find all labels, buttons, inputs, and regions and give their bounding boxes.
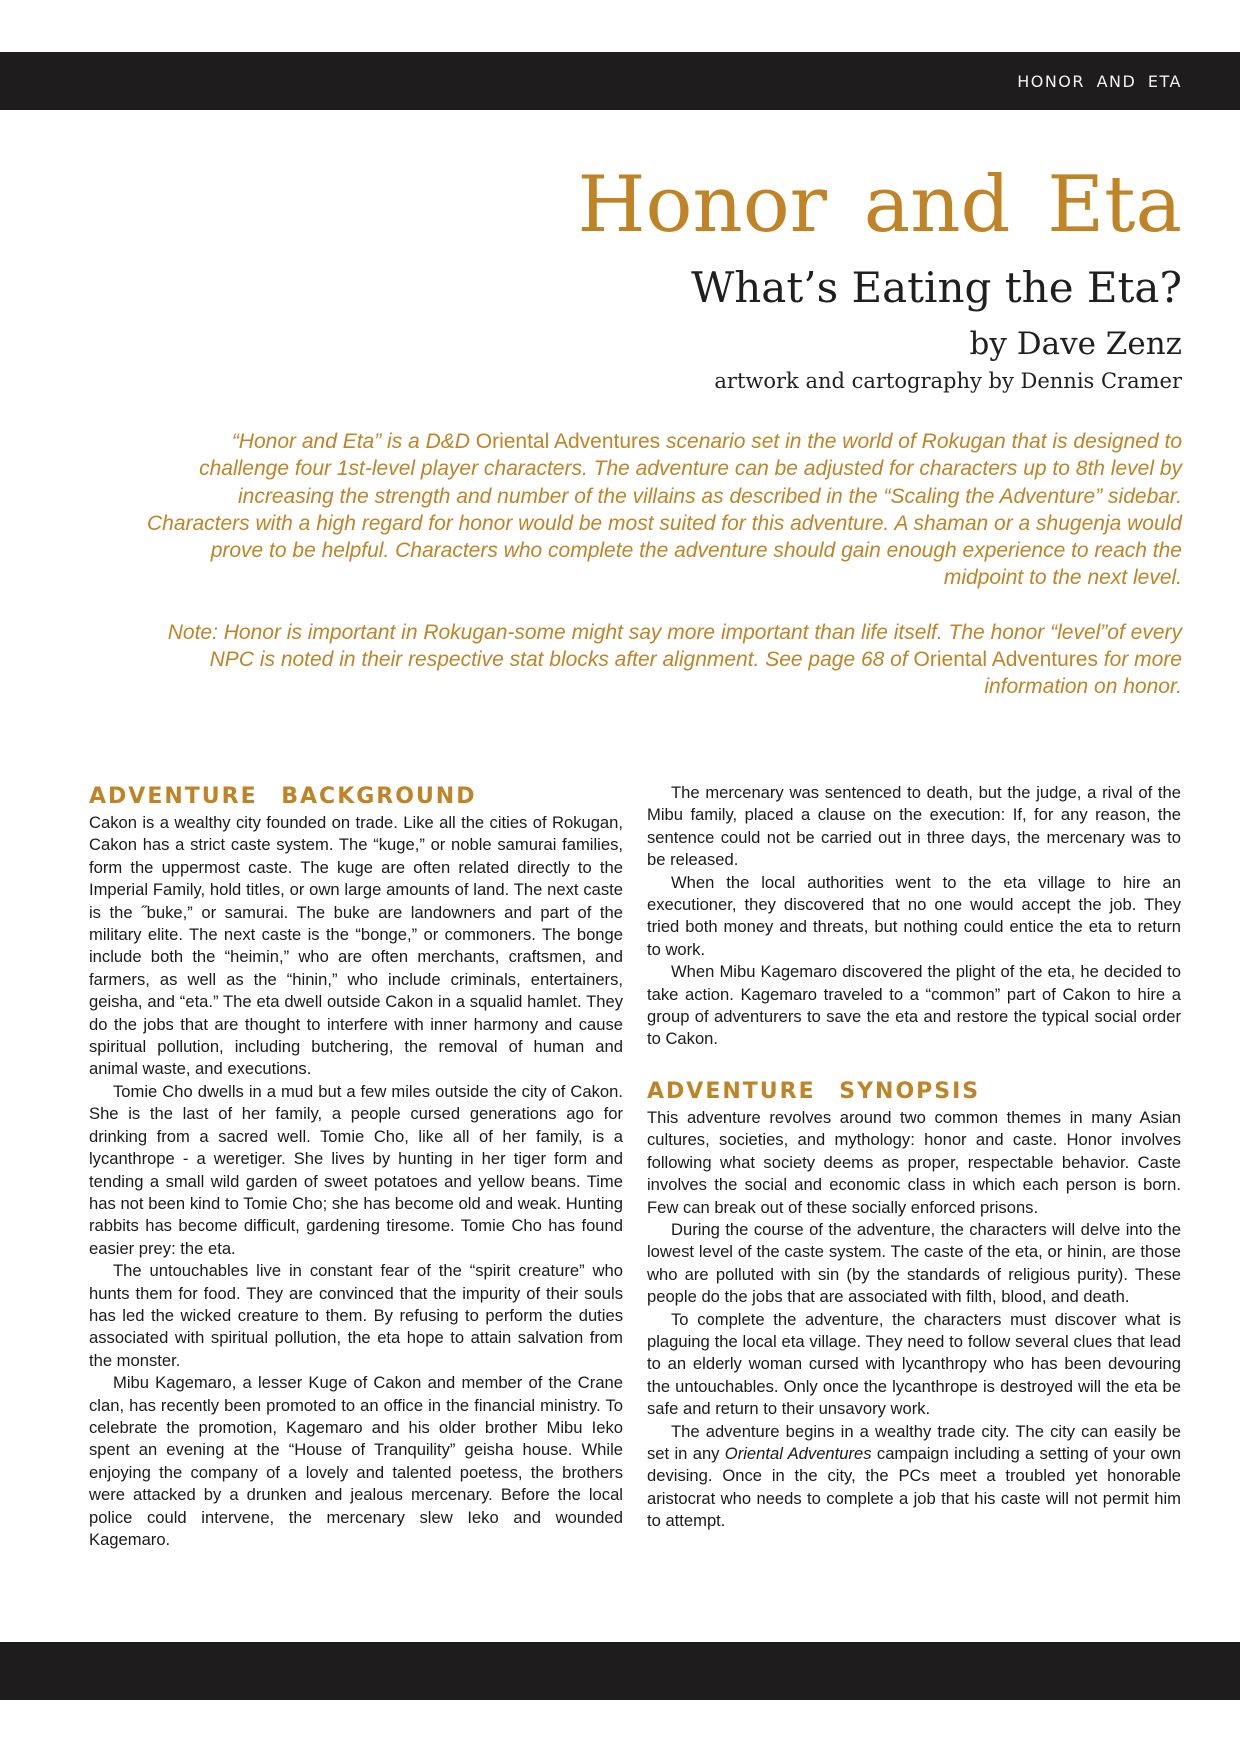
body-paragraph: Mibu Kagemaro, a lesser Kuge of Cakon and member of the Crane clan, has recently been promoted to an office in the financial ministry. To celebrate the promotion, Kagemaro and his older brother Mibu Ieko spent an evening at the “House of Tranquility” geisha house. While enjoying the company of a lovely and talented poetess, the brothers were attacked by a drunken and jealous mercenary. Before the local police could intervene, the mercenary slew Ieko and wounded Kagemaro. xyxy=(89,1373,623,1549)
author-byline: by Dave Zenz xyxy=(969,326,1182,362)
body-paragraph: Cakon is a wealthy city founded on trade. Like all the cities of Rokugan, Cakon has a strict caste system. The “kuge,” or noble samurai families, form the uppermost caste. The kuge are often related directly to the Imperial Family, hold titles, or own large amounts of land. The next caste is the ˝buke,” or samurai. The buke are landowners and part of the military elite. The next caste is the “bonge,” or commoners. The bonge include both the “heimin,” who are often merchants, craftsmen, and farmers, as well as the “hinin,” who include criminals, entertainers, geisha, and “eta.” The eta dwell outside Cakon in a squalid hamlet. They do the jobs that are thought to interfere with inner harmony and cause spiritual pollution, including butchering, the removal of human and animal waste, and executions. xyxy=(89,813,623,1079)
intro-note: Note: Honor is important in Rokugan-some might say more important than life itself. The honor “level”of every NPC is noted in their respective stat blocks after alignment. See page 68 of Oriental Adventures for more information on honor. xyxy=(167,620,1182,699)
page-title: Honor and Eta xyxy=(577,160,1182,250)
body-paragraph: Tomie Cho dwells in a mud but a few miles outside the city of Cakon. She is the last of her family, a people cursed generations ago for drinking from a sacred well. Tomie Cho, like all of her family, is a lycanthrope - a weretiger. She lives by hunting in her tiger form and tending a small wild garden of sweet potatoes and yellow beans. Time has not been kind to Tomie Cho; she has become old and weak. Hunting rabbits has become difficult, gardening tiresome. Tomie Cho has found easier prey: the eta. xyxy=(89,1081,623,1258)
page-subtitle: What’s Eating the Eta? xyxy=(691,263,1182,312)
right-column xyxy=(647,782,1181,1533)
left-column xyxy=(89,782,623,1551)
section-heading-background: ADVENTURE BACKGROUND xyxy=(89,784,477,809)
body-paragraph: The adventure begins in a wealthy trade city. The city can easily be set in any Oriental Adventures campaign including a setting of your own devising. Once in the city, the PCs meet a troubled yet honorable aristocrat who needs to complete a job that his caste will not permit him to attempt. xyxy=(647,1421,1181,1531)
title-block xyxy=(282,160,1182,396)
section-heading-synopsis: ADVENTURE SYNOPSIS xyxy=(647,1078,981,1104)
intro-paragraph: “Honor and Eta” is a D&D Oriental Adventures scenario set in the world of Rokugan that is designed to challenge four 1st-level player characters. The adventure can be adjusted for characters up to 8th level by increasing the strength and number of the villains as described in the “Scaling the Adventure” sidebar. Characters with a high regard for honor would be most suited for this adventure. A shaman or a shugenja would prove to be helpful. Characters who complete the adventure should gain enough experience to reach the midpoint to the next level. xyxy=(146,430,1182,590)
top-header-bar xyxy=(0,52,1240,110)
intro-text xyxy=(142,428,1182,701)
art-credits: artwork and cartography by Dennis Cramer xyxy=(714,369,1182,393)
running-head: HONOR AND ETA xyxy=(1017,72,1182,91)
body-paragraph: When the local authorities went to the eta village to hire an executioner, they discovered that no one would accept the job. They tried both money and threats, but nothing could entice the eta to return to work. xyxy=(647,872,1181,959)
body-paragraph: The untouchables live in constant fear of the “spirit creature” who hunts them for food. They are convinced that the impurity of their souls has led the wicked creature to them. By refusing to perform the duties associated with spiritual pollution, the eta hope to attain salvation from the monster. xyxy=(89,1261,623,1370)
body-paragraph: The mercenary was sentenced to death, but the judge, a rival of the Mibu family, placed a clause on the execution: If, for any reason, the sentence could not be carried out in three days, the mercenary was to be released. xyxy=(647,783,1181,870)
body-paragraph: When Mibu Kagemaro discovered the plight of the eta, he decided to take action. Kagemaro traveled to a “common” part of Cakon to hire a group of adventurers to save the eta and restore the typical social order to Cakon. xyxy=(647,962,1181,1049)
body-paragraph: This adventure revolves around two common themes in many Asian cultures, societies, and mythology: honor and caste. Honor involves following what society deems as proper, respectable behavior. Caste involves the social and economic class in which each person is born. Few can break out of these socially enforced prisons. xyxy=(647,1107,1181,1217)
body-paragraph: To complete the adventure, the characters must discover what is plaguing the local eta village. They need to follow several clues that lead to an elderly woman cursed with lycanthropy who has been devouring the untouchables. Only once the lycanthrope is destroyed will the eta be safe and return to their unsavory work. xyxy=(647,1309,1181,1419)
body-paragraph: During the course of the adventure, the characters will delve into the lowest level of the caste system. The caste of the eta, or hinin, are those who are polluted with sin (by the standards of religious purity). These people do the jobs that are associated with filth, blood, and death. xyxy=(647,1219,1181,1307)
bottom-footer-bar xyxy=(0,1642,1240,1700)
